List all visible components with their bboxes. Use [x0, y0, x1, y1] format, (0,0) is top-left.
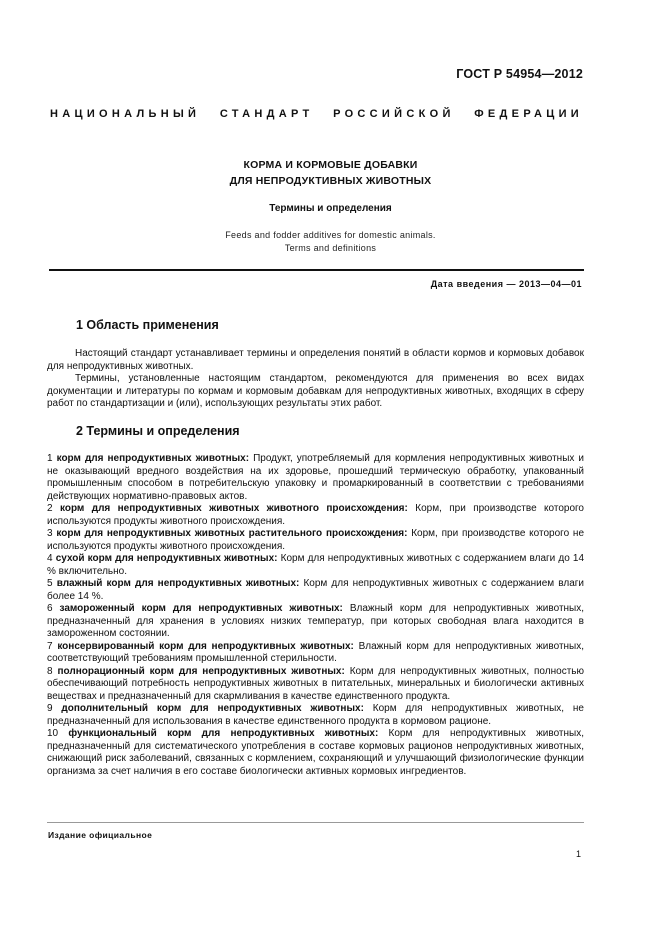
english-title-line-2: Terms and definitions	[284, 243, 377, 253]
edition-label: Издание официальное	[48, 830, 153, 840]
section-1-paragraph-2: Термины, установленные настоящим стандартом, рекомендуются для применения во всех видах документации и литературы по кормам и кормовым добавкам для непродуктивных животных, входящих в сферу работ по стандартизации и (или), использующих результаты этих работ.	[47, 373, 584, 409]
term-name: сухой корм для непродуктивных животных:	[55, 553, 278, 564]
term-entry	[47, 553, 584, 578]
banner-word: ФЕДЕРАЦИИ	[474, 108, 583, 120]
term-entry	[47, 641, 584, 666]
term-name: корм для непродуктивных животных:	[56, 453, 250, 464]
header-divider	[49, 269, 584, 271]
term-name: замороженный корм для непродуктивных животных:	[59, 603, 343, 614]
section-1-body	[47, 348, 584, 411]
intro-date: Дата введения — 2013—04—01	[430, 279, 582, 289]
term-entry	[47, 703, 584, 728]
english-title-line-1: Feeds and fodder additives for domestic animals.	[225, 230, 436, 240]
term-entry	[47, 503, 584, 528]
banner-word: НАЦИОНАЛЬНЫЙ	[50, 108, 201, 120]
footer-divider	[47, 822, 584, 823]
term-entry	[47, 528, 584, 553]
national-standard-banner	[50, 108, 583, 120]
term-definition: Корм для непродуктивных животных, не предназначенный для использования в качестве единственного продукта в кормовом рационе.	[47, 703, 584, 727]
title-line-2: ДЛЯ НЕПРОДУКТИВНЫХ ЖИВОТНЫХ	[229, 175, 432, 187]
term-name: консервированный корм для непродуктивных животных:	[57, 640, 354, 652]
term-name: полнорационный корм для непродуктивных животных:	[57, 665, 345, 677]
term-entry	[47, 578, 584, 603]
term-number: 6	[47, 603, 53, 614]
term-number: 9	[47, 703, 53, 714]
term-entry	[47, 603, 584, 641]
term-name: корм для непродуктивных животных животного происхождения:	[59, 503, 408, 514]
term-entry	[47, 453, 584, 503]
term-number: 2	[47, 503, 53, 514]
term-name: функциональный корм для непродуктивных животных:	[68, 728, 379, 739]
banner-word: РОССИЙСКОЙ	[333, 108, 455, 120]
term-definition: Корм, при производстве которого используются продукты животного происхождения.	[47, 503, 584, 527]
document-subtitle: Термины и определения	[269, 203, 392, 214]
term-definition: Корм для непродуктивных животных, полностью обеспечивающий потребность непродуктивных животных в питательных, минеральных и биологически активных веществах и предназначенный для скармливания в качестве единственного продукта.	[47, 665, 584, 702]
document-title	[0, 157, 661, 189]
term-definition: Влажный корм для непродуктивных животных, предназначенный для хранения в условиях низких температур, при которых свободная влага находится в замороженном состоянии.	[47, 603, 585, 639]
term-entry	[47, 666, 584, 704]
term-number: 8	[47, 665, 53, 677]
english-title	[0, 229, 661, 255]
term-name: влажный корм для непродуктивных животных:	[56, 578, 300, 589]
title-line-1: КОРМА И КОРМОВЫЕ ДОБАВКИ	[243, 159, 418, 171]
section-2-terms	[47, 453, 584, 778]
gost-code: ГОСТ Р 54954—2012	[456, 67, 583, 81]
page-number: 1	[575, 849, 581, 859]
term-number: 10	[47, 728, 59, 739]
section-2-heading: 2 Термины и определения	[76, 424, 240, 438]
term-number: 3	[47, 528, 53, 539]
term-definition: Корм для непродуктивных животных с содержанием влаги до 14 % включительно.	[47, 553, 585, 577]
term-definition: Продукт, употребляемый для кормления непродуктивных животных и не оказывающий вредного воздействия на их здоровье, прошедший термическую обработку, упакованный промышленным способом в потребительскую упаковку и промаркированный в соответствии с требованиями действующих нормативно-правовых актов.	[47, 453, 584, 502]
term-number: 5	[47, 578, 53, 589]
term-definition: Влажный корм для непродуктивных животных, соответствующий требованиям промышленной стерильности.	[47, 640, 585, 664]
term-name: корм для непродуктивных животных растительного происхождения:	[56, 528, 408, 539]
banner-word: СТАНДАРТ	[219, 108, 314, 120]
term-definition: Корм, при производстве которого не используются продукты животного происхождения.	[47, 528, 585, 552]
term-definition: Корм для непродуктивных животных, предназначенный для систематического употребления в составе кормовых рационов непродуктивных животных, снижающий риск заболеваний, связанных с кормлением, сохраняющий и улучшающий физиологические функции организма за счет наличия в его составе биологически активных кормовых ингредиентов.	[47, 728, 584, 777]
term-number: 7	[47, 640, 53, 652]
section-1-heading: 1 Область применения	[76, 318, 219, 332]
section-1-paragraph-1: Настоящий стандарт устанавливает термины и определения понятий в области кормов и кормовых добавок для непродуктивных животных.	[47, 348, 584, 372]
term-number: 1	[47, 453, 53, 464]
term-definition: Корм для непродуктивных животных с содержанием влаги более 14 %.	[47, 578, 584, 602]
term-number: 4	[47, 553, 53, 564]
term-entry	[47, 728, 584, 778]
term-name: дополнительный корм для непродуктивных животных:	[61, 703, 364, 714]
